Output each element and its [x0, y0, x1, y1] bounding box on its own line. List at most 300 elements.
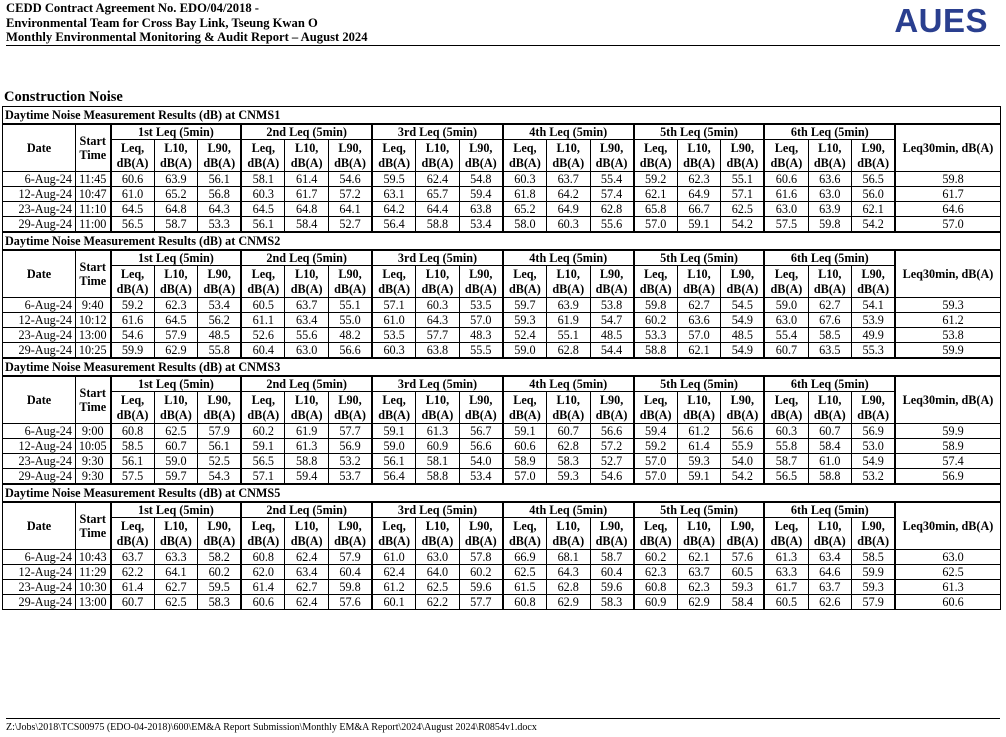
leq-group-header: 3rd Leq (5min) — [372, 502, 503, 518]
value-cell: 60.2 — [241, 424, 285, 439]
value-cell: 58.8 — [285, 454, 329, 469]
leq-group-header: 6th Leq (5min) — [764, 376, 895, 392]
table-row — [3, 595, 1001, 610]
value-cell: 57.4 — [590, 187, 634, 202]
value-cell: 62.4 — [372, 565, 416, 580]
value-cell: 54.3 — [198, 469, 242, 484]
value-cell: 58.3 — [198, 595, 242, 610]
value-cell: 63.3 — [154, 550, 198, 565]
value-cell: 58.7 — [154, 217, 198, 232]
value-cell: 57.0 — [459, 313, 503, 328]
sub-header: L90, dB(A) — [852, 392, 896, 424]
leq-group-header: 6th Leq (5min) — [764, 250, 895, 266]
start-time-header: Start Time — [76, 376, 111, 424]
value-cell: 64.5 — [154, 313, 198, 328]
value-cell: 53.3 — [634, 328, 678, 343]
value-cell: 62.9 — [677, 595, 721, 610]
value-cell: 62.3 — [154, 298, 198, 313]
sub-header: L90, dB(A) — [590, 392, 634, 424]
value-cell: 59.3 — [503, 313, 547, 328]
value-cell: 56.1 — [372, 454, 416, 469]
value-cell: 55.0 — [328, 313, 372, 328]
value-cell: 59.0 — [372, 439, 416, 454]
date-cell: 29-Aug-24 — [3, 595, 76, 610]
value-cell: 56.9 — [852, 424, 896, 439]
leq30-cell: 59.8 — [895, 172, 1000, 187]
value-cell: 64.8 — [285, 202, 329, 217]
leq30-cell: 61.7 — [895, 187, 1000, 202]
value-cell: 60.7 — [764, 343, 808, 358]
value-cell: 57.1 — [241, 469, 285, 484]
value-cell: 60.5 — [764, 595, 808, 610]
value-cell: 59.0 — [503, 343, 547, 358]
value-cell: 59.1 — [241, 439, 285, 454]
value-cell: 64.0 — [416, 565, 460, 580]
value-cell: 61.0 — [808, 454, 852, 469]
value-cell: 58.8 — [808, 469, 852, 484]
leq-group-header: 4th Leq (5min) — [503, 376, 634, 392]
value-cell: 55.1 — [328, 298, 372, 313]
leq-group-header: 2nd Leq (5min) — [241, 502, 372, 518]
section-title: Construction Noise — [4, 89, 123, 105]
leq-group-header: 1st Leq (5min) — [111, 250, 242, 266]
value-cell: 60.7 — [111, 595, 155, 610]
value-cell: 62.1 — [634, 187, 678, 202]
sub-header: L90, dB(A) — [459, 392, 503, 424]
value-cell: 60.4 — [590, 565, 634, 580]
value-cell: 64.6 — [808, 565, 852, 580]
value-cell: 59.2 — [111, 298, 155, 313]
value-cell: 49.9 — [852, 328, 896, 343]
value-cell: 62.8 — [546, 580, 590, 595]
value-cell: 58.1 — [416, 454, 460, 469]
report-line: Monthly Environmental Monitoring & Audit Report – August 2024 — [6, 30, 368, 44]
date-cell: 12-Aug-24 — [3, 565, 76, 580]
sub-header: L10, dB(A) — [546, 266, 590, 298]
leq30-cell: 56.9 — [895, 469, 1000, 484]
value-cell: 65.2 — [154, 187, 198, 202]
sub-header: Leq, dB(A) — [372, 140, 416, 172]
sub-header: Leq, dB(A) — [764, 518, 808, 550]
station-table — [2, 232, 1001, 358]
sub-header: L90, dB(A) — [852, 266, 896, 298]
value-cell: 60.6 — [503, 439, 547, 454]
leq30-cell: 57.0 — [895, 217, 1000, 232]
value-cell: 62.7 — [808, 298, 852, 313]
value-cell: 54.2 — [852, 217, 896, 232]
value-cell: 62.9 — [546, 595, 590, 610]
value-cell: 63.8 — [416, 343, 460, 358]
value-cell: 62.1 — [677, 343, 721, 358]
leq30-cell: 53.8 — [895, 328, 1000, 343]
value-cell: 62.7 — [677, 298, 721, 313]
value-cell: 53.2 — [852, 469, 896, 484]
value-cell: 59.9 — [111, 343, 155, 358]
value-cell: 61.6 — [764, 187, 808, 202]
time-cell: 11:45 — [76, 172, 111, 187]
time-cell: 10:05 — [76, 439, 111, 454]
value-cell: 58.5 — [808, 328, 852, 343]
value-cell: 57.0 — [634, 469, 678, 484]
sub-header: L90, dB(A) — [459, 140, 503, 172]
sub-header: L10, dB(A) — [677, 392, 721, 424]
leq-group-header: 6th Leq (5min) — [764, 502, 895, 518]
leq30-cell: 64.6 — [895, 202, 1000, 217]
value-cell: 60.9 — [416, 439, 460, 454]
sub-header: L90, dB(A) — [328, 392, 372, 424]
value-cell: 63.9 — [154, 172, 198, 187]
value-cell: 55.6 — [285, 328, 329, 343]
value-cell: 66.9 — [503, 550, 547, 565]
sub-header: L10, dB(A) — [154, 392, 198, 424]
value-cell: 60.3 — [372, 343, 416, 358]
value-cell: 62.4 — [285, 550, 329, 565]
value-cell: 54.9 — [852, 454, 896, 469]
value-cell: 58.3 — [546, 454, 590, 469]
value-cell: 64.5 — [241, 202, 285, 217]
value-cell: 59.3 — [852, 580, 896, 595]
sub-header: L10, dB(A) — [808, 518, 852, 550]
station-caption: Daytime Noise Measurement Results (dB) at CNMS2 — [3, 233, 1001, 251]
value-cell: 64.3 — [546, 565, 590, 580]
sub-header: L10, dB(A) — [546, 140, 590, 172]
value-cell: 62.6 — [808, 595, 852, 610]
value-cell: 61.7 — [764, 580, 808, 595]
value-cell: 56.2 — [198, 313, 242, 328]
sub-header: L10, dB(A) — [677, 266, 721, 298]
leq30-cell: 62.5 — [895, 565, 1000, 580]
value-cell: 60.7 — [546, 424, 590, 439]
value-cell: 58.7 — [764, 454, 808, 469]
value-cell: 59.1 — [677, 217, 721, 232]
value-cell: 63.6 — [808, 172, 852, 187]
value-cell: 63.8 — [459, 202, 503, 217]
time-cell: 11:00 — [76, 217, 111, 232]
value-cell: 61.3 — [285, 439, 329, 454]
date-cell: 6-Aug-24 — [3, 172, 76, 187]
date-cell: 6-Aug-24 — [3, 298, 76, 313]
aues-logo: AUES — [894, 2, 988, 39]
value-cell: 57.7 — [328, 424, 372, 439]
sub-header: Leq, dB(A) — [764, 266, 808, 298]
value-cell: 53.7 — [328, 469, 372, 484]
leq30-cell: 59.9 — [895, 424, 1000, 439]
value-cell: 56.5 — [852, 172, 896, 187]
value-cell: 59.8 — [634, 298, 678, 313]
value-cell: 54.2 — [721, 217, 765, 232]
sub-header: Leq, dB(A) — [764, 140, 808, 172]
sub-header: Leq, dB(A) — [503, 140, 547, 172]
value-cell: 63.0 — [808, 187, 852, 202]
value-cell: 55.6 — [590, 217, 634, 232]
table-row — [3, 172, 1001, 187]
leq-group-header: 2nd Leq (5min) — [241, 376, 372, 392]
sub-header: L90, dB(A) — [328, 518, 372, 550]
value-cell: 63.0 — [416, 550, 460, 565]
value-cell: 58.0 — [503, 217, 547, 232]
time-cell: 10:25 — [76, 343, 111, 358]
value-cell: 59.0 — [154, 454, 198, 469]
value-cell: 55.1 — [546, 328, 590, 343]
value-cell: 63.7 — [677, 565, 721, 580]
leq-group-header: 3rd Leq (5min) — [372, 376, 503, 392]
value-cell: 60.2 — [459, 565, 503, 580]
value-cell: 54.2 — [721, 469, 765, 484]
value-cell: 61.6 — [111, 313, 155, 328]
sub-header: L90, dB(A) — [721, 392, 765, 424]
value-cell: 53.4 — [459, 469, 503, 484]
sub-header: L90, dB(A) — [198, 518, 242, 550]
value-cell: 55.5 — [459, 343, 503, 358]
value-cell: 56.1 — [198, 439, 242, 454]
value-cell: 53.4 — [459, 217, 503, 232]
value-cell: 62.3 — [634, 565, 678, 580]
value-cell: 53.8 — [590, 298, 634, 313]
value-cell: 64.2 — [546, 187, 590, 202]
value-cell: 62.3 — [677, 580, 721, 595]
value-cell: 48.5 — [198, 328, 242, 343]
value-cell: 62.1 — [677, 550, 721, 565]
sub-header: L10, dB(A) — [546, 518, 590, 550]
value-cell: 62.2 — [111, 565, 155, 580]
value-cell: 61.9 — [285, 424, 329, 439]
value-cell: 63.1 — [372, 187, 416, 202]
value-cell: 62.4 — [416, 172, 460, 187]
value-cell: 60.3 — [241, 187, 285, 202]
value-cell: 57.1 — [721, 187, 765, 202]
value-cell: 67.6 — [808, 313, 852, 328]
value-cell: 62.8 — [546, 343, 590, 358]
date-cell: 23-Aug-24 — [3, 454, 76, 469]
value-cell: 62.5 — [416, 580, 460, 595]
value-cell: 56.6 — [459, 439, 503, 454]
value-cell: 53.2 — [328, 454, 372, 469]
date-cell: 12-Aug-24 — [3, 313, 76, 328]
value-cell: 64.3 — [198, 202, 242, 217]
value-cell: 56.6 — [328, 343, 372, 358]
sub-header: Leq, dB(A) — [111, 518, 155, 550]
value-cell: 58.1 — [241, 172, 285, 187]
value-cell: 56.6 — [721, 424, 765, 439]
time-cell: 11:10 — [76, 202, 111, 217]
value-cell: 56.5 — [111, 217, 155, 232]
sub-header: Leq, dB(A) — [372, 266, 416, 298]
value-cell: 60.9 — [634, 595, 678, 610]
leq30-header: Leq30min, dB(A) — [895, 376, 1000, 424]
value-cell: 61.9 — [546, 313, 590, 328]
value-cell: 61.0 — [372, 550, 416, 565]
value-cell: 60.5 — [241, 298, 285, 313]
value-cell: 59.3 — [546, 469, 590, 484]
date-header: Date — [3, 502, 76, 550]
value-cell: 59.4 — [634, 424, 678, 439]
date-cell: 6-Aug-24 — [3, 424, 76, 439]
leq-group-header: 2nd Leq (5min) — [241, 124, 372, 140]
sub-header: L10, dB(A) — [808, 140, 852, 172]
value-cell: 68.1 — [546, 550, 590, 565]
value-cell: 63.4 — [808, 550, 852, 565]
sub-header: L90, dB(A) — [721, 266, 765, 298]
value-cell: 60.4 — [328, 565, 372, 580]
sub-header: L90, dB(A) — [328, 140, 372, 172]
date-cell: 29-Aug-24 — [3, 217, 76, 232]
sub-header: Leq, dB(A) — [111, 392, 155, 424]
leq30-header: Leq30min, dB(A) — [895, 502, 1000, 550]
value-cell: 59.1 — [372, 424, 416, 439]
contract-line: CEDD Contract Agreement No. EDO/04/2018 - — [6, 1, 260, 15]
station-caption: Daytime Noise Measurement Results (dB) at CNMS5 — [3, 485, 1001, 503]
sub-header: L10, dB(A) — [154, 518, 198, 550]
value-cell: 63.7 — [808, 580, 852, 595]
table-row — [3, 343, 1001, 358]
value-cell: 60.6 — [241, 595, 285, 610]
value-cell: 53.5 — [372, 328, 416, 343]
sub-header: Leq, dB(A) — [634, 140, 678, 172]
value-cell: 64.8 — [154, 202, 198, 217]
value-cell: 55.1 — [721, 172, 765, 187]
leq-group-header: 1st Leq (5min) — [111, 124, 242, 140]
value-cell: 63.9 — [546, 298, 590, 313]
leq-group-header: 5th Leq (5min) — [634, 124, 765, 140]
value-cell: 59.6 — [590, 580, 634, 595]
date-cell: 6-Aug-24 — [3, 550, 76, 565]
leq30-cell: 57.4 — [895, 454, 1000, 469]
noise-results-tables — [2, 106, 1000, 610]
value-cell: 56.5 — [764, 469, 808, 484]
value-cell: 57.0 — [634, 454, 678, 469]
value-cell: 54.0 — [459, 454, 503, 469]
sub-header: L90, dB(A) — [721, 518, 765, 550]
value-cell: 62.8 — [590, 202, 634, 217]
date-cell: 12-Aug-24 — [3, 187, 76, 202]
value-cell: 59.6 — [459, 580, 503, 595]
leq-group-header: 3rd Leq (5min) — [372, 124, 503, 140]
date-cell: 23-Aug-24 — [3, 328, 76, 343]
value-cell: 61.0 — [111, 187, 155, 202]
value-cell: 62.4 — [285, 595, 329, 610]
file-path-footer: Z:\Jobs\2018\TCS00975 (EDO-04-2018)\600\EM&A Report Submission\Monthly EM&A Report\2024\August 2024\R0854v1.docx — [6, 722, 537, 733]
value-cell: 63.9 — [808, 202, 852, 217]
sub-header: Leq, dB(A) — [111, 140, 155, 172]
table-row — [3, 313, 1001, 328]
value-cell: 52.5 — [198, 454, 242, 469]
value-cell: 56.9 — [328, 439, 372, 454]
value-cell: 57.9 — [328, 550, 372, 565]
sub-header: Leq, dB(A) — [372, 392, 416, 424]
value-cell: 63.0 — [764, 313, 808, 328]
value-cell: 59.1 — [677, 469, 721, 484]
sub-header: L10, dB(A) — [546, 392, 590, 424]
time-cell: 11:29 — [76, 565, 111, 580]
leq-group-header: 5th Leq (5min) — [634, 376, 765, 392]
value-cell: 61.8 — [503, 187, 547, 202]
value-cell: 63.7 — [546, 172, 590, 187]
value-cell: 58.7 — [590, 550, 634, 565]
value-cell: 52.7 — [590, 454, 634, 469]
start-time-header: Start Time — [76, 124, 111, 172]
leq30-cell: 63.0 — [895, 550, 1000, 565]
start-time-header: Start Time — [76, 250, 111, 298]
value-cell: 60.3 — [546, 217, 590, 232]
value-cell: 59.1 — [503, 424, 547, 439]
value-cell: 62.0 — [241, 565, 285, 580]
sub-header: L10, dB(A) — [154, 266, 198, 298]
sub-header: Leq, dB(A) — [241, 392, 285, 424]
value-cell: 57.6 — [328, 595, 372, 610]
value-cell: 61.2 — [372, 580, 416, 595]
value-cell: 58.3 — [590, 595, 634, 610]
value-cell: 61.4 — [285, 172, 329, 187]
value-cell: 60.3 — [503, 172, 547, 187]
leq-group-header: 1st Leq (5min) — [111, 502, 242, 518]
value-cell: 57.7 — [416, 328, 460, 343]
date-cell: 23-Aug-24 — [3, 580, 76, 595]
header-divider — [6, 45, 1000, 46]
value-cell: 63.0 — [285, 343, 329, 358]
table-row — [3, 565, 1001, 580]
leq-group-header: 4th Leq (5min) — [503, 502, 634, 518]
sub-header: L90, dB(A) — [198, 140, 242, 172]
sub-header: L10, dB(A) — [677, 140, 721, 172]
value-cell: 58.8 — [416, 469, 460, 484]
value-cell: 63.4 — [285, 565, 329, 580]
value-cell: 55.9 — [721, 439, 765, 454]
table-row — [3, 187, 1001, 202]
value-cell: 59.4 — [285, 469, 329, 484]
sub-header: Leq, dB(A) — [634, 266, 678, 298]
date-header: Date — [3, 376, 76, 424]
value-cell: 56.6 — [590, 424, 634, 439]
value-cell: 54.7 — [590, 313, 634, 328]
value-cell: 62.5 — [721, 202, 765, 217]
value-cell: 55.4 — [764, 328, 808, 343]
value-cell: 52.4 — [503, 328, 547, 343]
value-cell: 64.2 — [372, 202, 416, 217]
time-cell: 9:40 — [76, 298, 111, 313]
value-cell: 61.4 — [677, 439, 721, 454]
value-cell: 60.8 — [634, 580, 678, 595]
value-cell: 54.9 — [721, 313, 765, 328]
report-heading — [6, 1, 368, 45]
value-cell: 59.8 — [808, 217, 852, 232]
value-cell: 64.4 — [416, 202, 460, 217]
value-cell: 54.6 — [328, 172, 372, 187]
value-cell: 57.1 — [372, 298, 416, 313]
value-cell: 60.4 — [241, 343, 285, 358]
table-row — [3, 217, 1001, 232]
sub-header: L90, dB(A) — [198, 392, 242, 424]
date-cell: 29-Aug-24 — [3, 343, 76, 358]
leq30-cell: 60.6 — [895, 595, 1000, 610]
value-cell: 57.0 — [634, 217, 678, 232]
sub-header: L10, dB(A) — [285, 266, 329, 298]
value-cell: 56.7 — [459, 424, 503, 439]
table-row — [3, 550, 1001, 565]
sub-header: L90, dB(A) — [459, 518, 503, 550]
value-cell: 65.7 — [416, 187, 460, 202]
sub-header: L10, dB(A) — [285, 140, 329, 172]
date-header: Date — [3, 124, 76, 172]
value-cell: 48.5 — [590, 328, 634, 343]
sub-header: L90, dB(A) — [198, 266, 242, 298]
value-cell: 55.8 — [198, 343, 242, 358]
value-cell: 53.9 — [852, 313, 896, 328]
value-cell: 61.5 — [503, 580, 547, 595]
sub-header: L90, dB(A) — [459, 266, 503, 298]
table-row — [3, 439, 1001, 454]
value-cell: 58.9 — [503, 454, 547, 469]
value-cell: 55.4 — [590, 172, 634, 187]
